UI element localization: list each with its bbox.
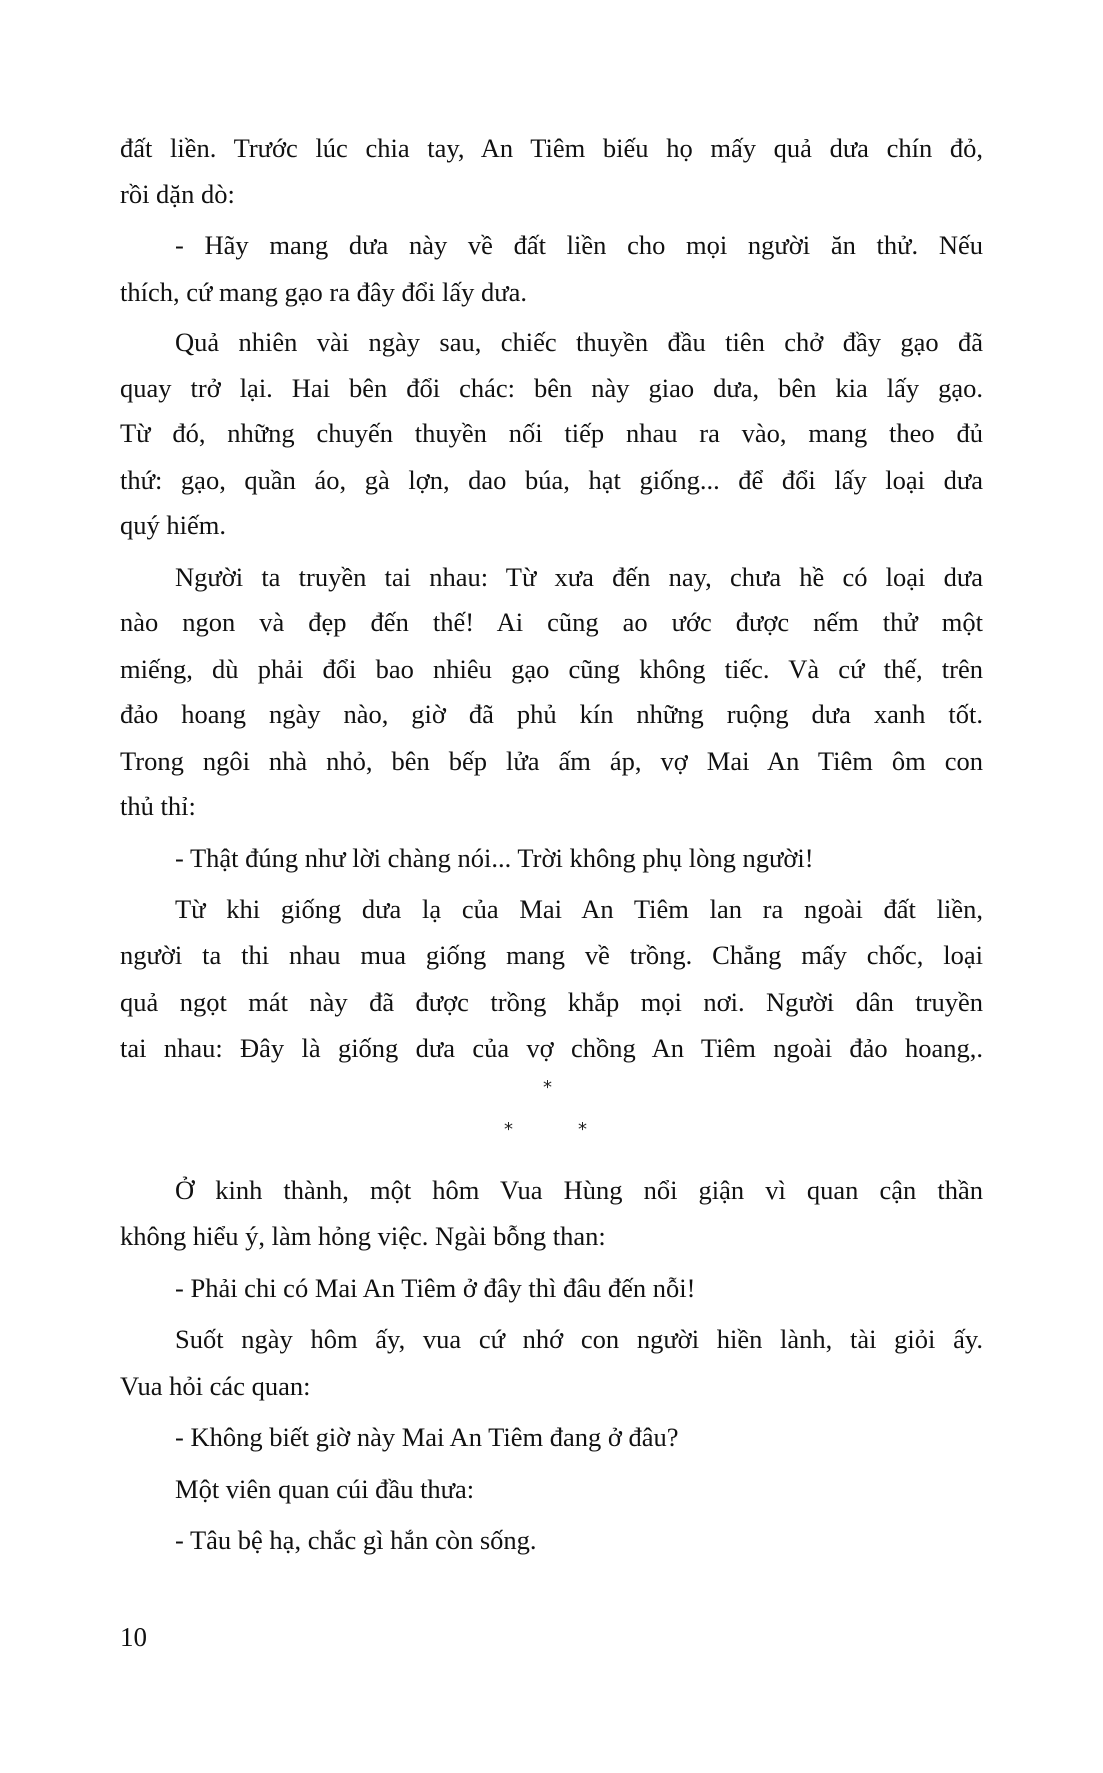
text-line: đảo hoang ngày nào, giờ đã phủ kín những ruộng dưa xanh tốt. <box>120 699 983 729</box>
text-line: Người ta truyền tai nhau: Từ xưa đến nay, chưa hề có loại dưa <box>175 562 983 592</box>
text-line: quả ngọt mát này đã được trồng khắp mọi nơi. Người dân truyền <box>120 987 983 1017</box>
text-line: Suốt ngày hôm ấy, vua cứ nhớ con người hiền lành, tài giỏi ấy. <box>175 1324 983 1354</box>
text-line: quý hiếm. <box>120 510 226 540</box>
separator-asterisk: * <box>578 1119 587 1140</box>
text-line: thích, cứ mang gạo ra đây đổi lấy dưa. <box>120 277 527 307</box>
text-line: không hiểu ý, làm hỏng việc. Ngài bỗng than: <box>120 1221 606 1251</box>
text-line: - Phải chi có Mai An Tiêm ở đây thì đâu đến nỗi! <box>175 1273 696 1303</box>
text-line: Ở kinh thành, một hôm Vua Hùng nổi giận vì quan cận thần <box>175 1175 983 1205</box>
text-line: thứ: gạo, quần áo, gà lợn, dao búa, hạt giống... để đổi lấy loại dưa <box>120 465 983 495</box>
text-line: Quả nhiên vài ngày sau, chiếc thuyền đầu tiên chở đầy gạo đã <box>175 327 983 357</box>
separator-asterisk: * <box>504 1119 513 1140</box>
text-line: - Thật đúng như lời chàng nói... Trời không phụ lòng người! <box>175 843 814 873</box>
text-line: - Tâu bệ hạ, chắc gì hắn còn sống. <box>175 1525 537 1555</box>
text-line: nào ngon và đẹp đến thế! Ai cũng ao ước được nếm thử một <box>120 607 983 637</box>
text-line: Từ đó, những chuyến thuyền nối tiếp nhau ra vào, mang theo đủ <box>120 418 983 448</box>
text-line: Trong ngôi nhà nhỏ, bên bếp lửa ấm áp, vợ Mai An Tiêm ôm con <box>120 746 983 776</box>
text-line: miếng, dù phải đổi bao nhiêu gạo cũng không tiếc. Và cứ thế, trên <box>120 654 983 684</box>
text-line: quay trở lại. Hai bên đổi chác: bên này giao dưa, bên kia lấy gạo. <box>120 373 983 403</box>
page-number: 10 <box>120 1622 147 1652</box>
text-line: rồi dặn dò: <box>120 179 235 209</box>
text-line: đất liền. Trước lúc chia tay, An Tiêm biếu họ mấy quả dưa chín đỏ, <box>120 133 983 163</box>
text-line: Một viên quan cúi đầu thưa: <box>175 1474 475 1504</box>
text-line: người ta thi nhau mua giống mang về trồng. Chẳng mấy chốc, loại <box>120 940 983 970</box>
text-line: - Không biết giờ này Mai An Tiêm đang ở đâu? <box>175 1422 679 1452</box>
text-line: Từ khi giống dưa lạ của Mai An Tiêm lan ra ngoài đất liền, <box>175 894 983 924</box>
text-line: Vua hỏi các quan: <box>120 1371 311 1401</box>
text-line: tai nhau: Đây là giống dưa của vợ chồng An Tiêm ngoài đảo hoang,. <box>120 1033 983 1063</box>
separator-asterisk: * <box>543 1077 552 1098</box>
text-line: thủ thỉ: <box>120 791 196 821</box>
text-line: - Hãy mang dưa này về đất liền cho mọi người ăn thử. Nếu <box>175 230 983 260</box>
